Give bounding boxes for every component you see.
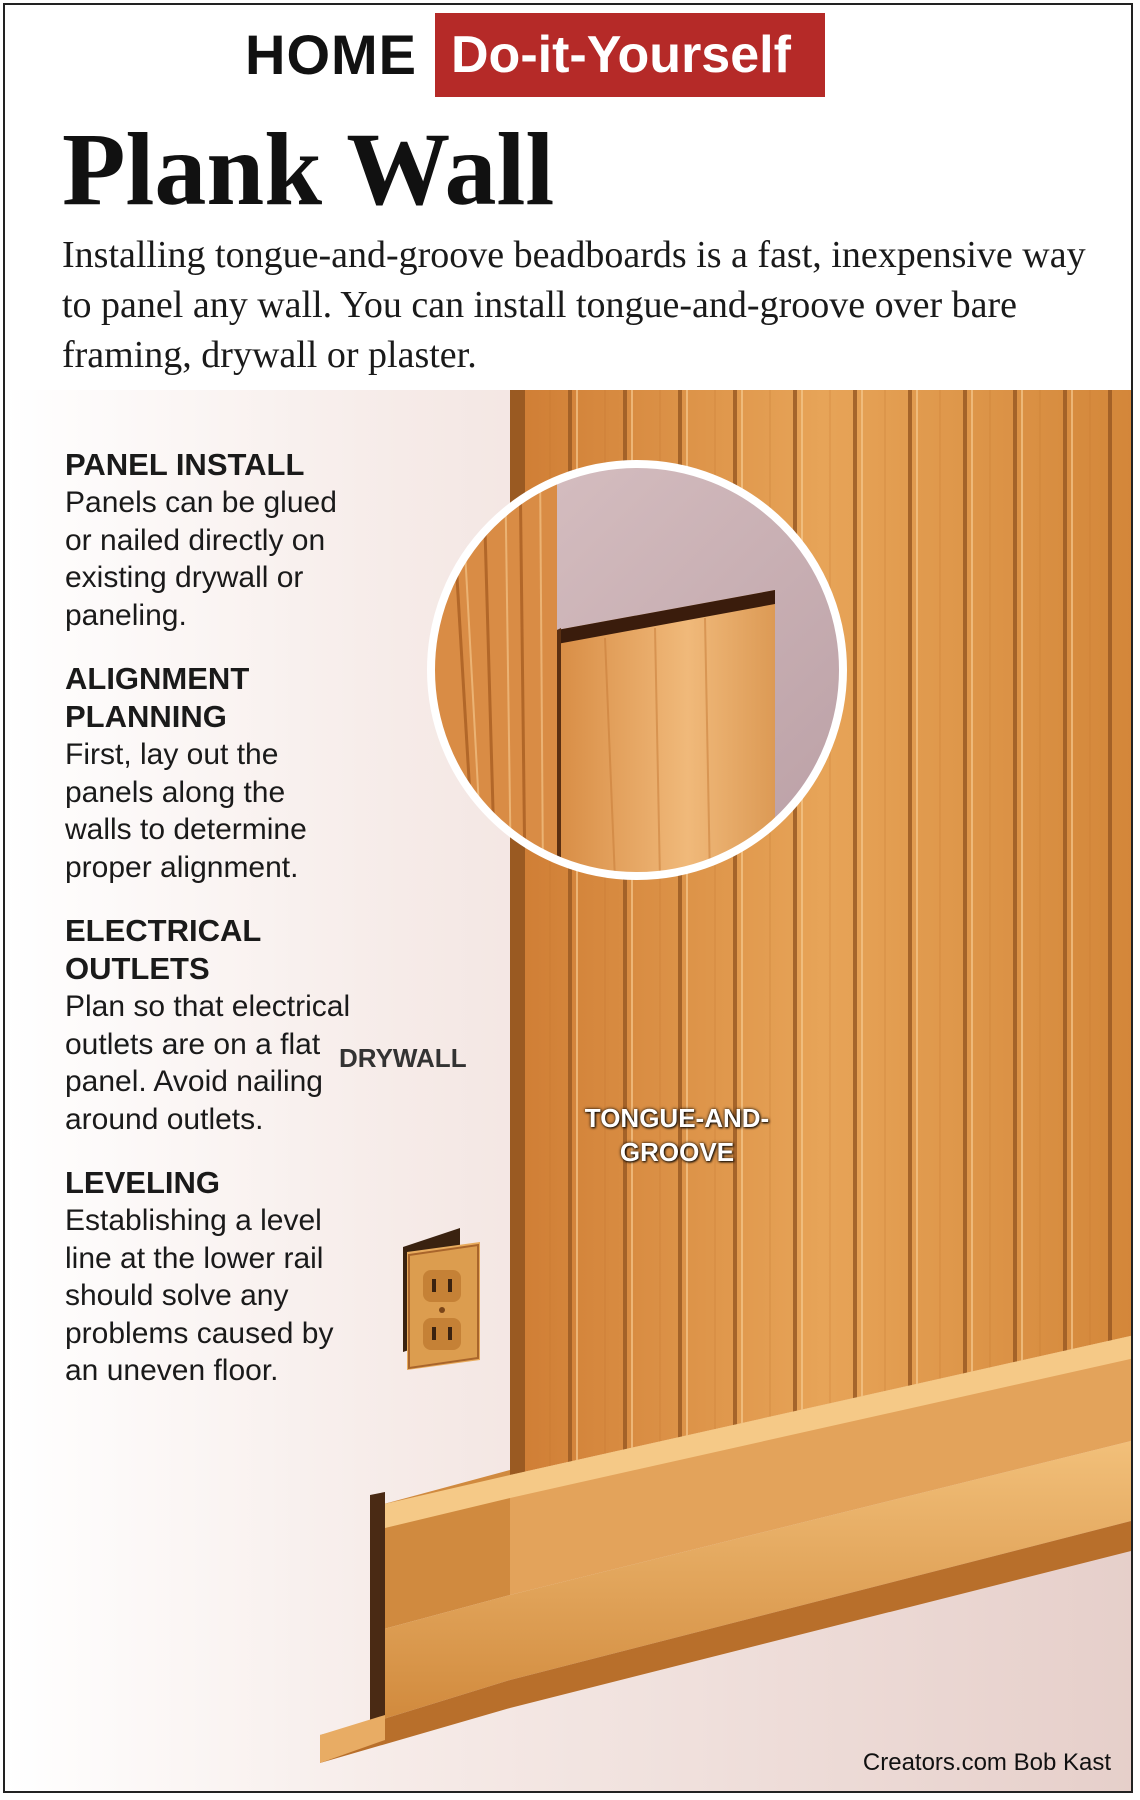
section-heading: LEVELING <box>65 1165 221 1200</box>
page-title: Plank Wall <box>62 112 555 227</box>
tongue-and-groove-label: TONGUE-AND-GROOVE <box>584 1103 770 1167</box>
tips-sidebar <box>65 446 355 1416</box>
section-alignment-planning <box>65 660 355 886</box>
brand-diy-badge: Do-it-Yourself <box>435 13 825 97</box>
section-panel-install <box>65 446 355 634</box>
section-body: Establishing a level line at the lower rail should solve any problems caused by an uneven floor. <box>65 1204 334 1387</box>
section-heading: ELECTRICAL OUTLETS <box>65 913 261 986</box>
section-body: Plan so that electrical outlets are on a flat panel. Avoid nailing around outlets. <box>65 990 351 1136</box>
electrical-outlet <box>403 1228 480 1370</box>
section-electrical-outlets <box>65 912 355 1138</box>
infographic-frame <box>3 3 1133 1793</box>
section-heading: PANEL INSTALL <box>65 447 305 482</box>
section-body: First, lay out the panels along the walls to determine proper alignment. <box>65 738 307 884</box>
image-credit: Creators.com Bob Kast <box>862 1749 1111 1776</box>
brand-home: HOME <box>245 23 417 86</box>
section-heading: ALIGNMENT PLANNING <box>65 661 250 734</box>
section-body: Panels can be glued or nailed directly on existing drywall or paneling. <box>65 486 337 632</box>
section-leveling <box>65 1164 355 1390</box>
brand-banner <box>245 13 825 97</box>
intro-text: Installing tongue-and-groove beadboards is a fast, inexpensive way to panel any wall. You can install tongue-and-groove over bare framing, drywall or plaster. <box>62 234 1086 376</box>
drywall-label: DRYWALL <box>339 1043 467 1073</box>
